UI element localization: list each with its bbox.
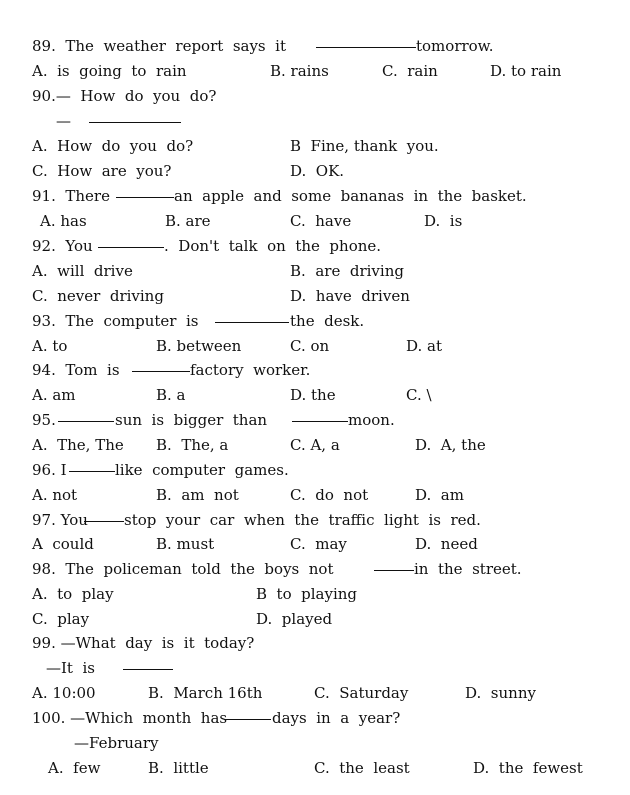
answer-blank[interactable] <box>132 354 190 379</box>
option-a[interactable]: A. 10:00 <box>32 684 96 702</box>
option-d[interactable]: D. A, the <box>415 436 486 454</box>
stem-text: 95. <box>32 411 56 429</box>
option-d[interactable]: D. played <box>256 610 333 628</box>
answer-blank[interactable] <box>89 105 181 130</box>
answer-blank[interactable] <box>116 180 174 205</box>
option-d[interactable]: D. at <box>406 337 442 355</box>
option-c[interactable]: C. A, a <box>290 436 340 454</box>
option-d[interactable]: D. sunny <box>465 684 536 702</box>
answer-blank[interactable] <box>69 454 115 479</box>
option-c[interactable]: C. play <box>32 610 90 628</box>
option-d[interactable]: D. need <box>415 535 478 553</box>
stem-text: 92. You <box>32 237 93 255</box>
option-c[interactable]: C. How are you? <box>32 162 172 180</box>
option-d[interactable]: D. am <box>415 486 464 504</box>
option-d[interactable]: D. the fewest <box>473 759 583 777</box>
option-a[interactable]: A. to <box>32 337 68 355</box>
stem-text: 89. The weather report says it <box>32 37 286 55</box>
stem-text: 93. The computer is <box>32 312 199 330</box>
option-c[interactable]: C. the least <box>314 759 410 777</box>
stem-text: 98. The policeman told the boys not <box>32 560 334 578</box>
option-c[interactable]: C. rain <box>382 62 438 80</box>
option-b[interactable]: B. little <box>148 759 209 777</box>
option-d[interactable]: D. OK. <box>290 162 345 180</box>
option-b[interactable]: B. rains <box>270 62 329 80</box>
option-d[interactable]: D. is <box>424 212 463 230</box>
option-a[interactable]: A. few <box>48 759 101 777</box>
option-b[interactable]: B. between <box>156 337 242 355</box>
option-a[interactable]: A. How do you do? <box>32 137 194 155</box>
option-d[interactable]: D. have driven <box>290 287 410 305</box>
option-a[interactable]: A could <box>32 535 94 553</box>
option-c[interactable]: C. Saturday <box>314 684 409 702</box>
option-c[interactable]: C. \ <box>406 386 432 404</box>
option-b[interactable]: B. The, a <box>156 436 229 454</box>
reply-text: —February <box>74 734 159 752</box>
stem-text: moon. <box>348 411 395 429</box>
stem-text: 94. Tom is <box>32 361 120 379</box>
reply-text: —It is <box>46 659 95 677</box>
answer-blank[interactable] <box>316 30 416 48</box>
reply-text: — <box>56 112 81 130</box>
option-a[interactable]: A. is going to rain <box>32 62 187 80</box>
answer-blank[interactable] <box>58 404 114 429</box>
option-a[interactable]: A. will drive <box>32 262 133 280</box>
stem-text: factory worker. <box>190 361 311 379</box>
option-c[interactable]: C. do not <box>290 486 369 504</box>
stem-text: an apple and some bananas in the basket. <box>174 187 527 205</box>
answer-blank[interactable] <box>225 702 271 727</box>
option-c[interactable]: C. have <box>290 212 352 230</box>
stem-text: . Don't talk on the phone. <box>164 237 382 255</box>
option-b[interactable]: B. are driving <box>290 262 404 280</box>
stem-text: 90.— How do you do? <box>32 87 217 105</box>
stem-text: like computer games. <box>115 461 289 479</box>
answer-blank[interactable] <box>374 553 414 578</box>
answer-blank[interactable] <box>98 230 164 255</box>
option-b[interactable]: B. March 16th <box>148 684 263 702</box>
option-c[interactable]: C. never driving <box>32 287 164 305</box>
option-b[interactable]: B. a <box>156 386 186 404</box>
stem-text: tomorrow. <box>416 37 494 55</box>
stem-text: sun is bigger than <box>115 411 268 429</box>
option-c[interactable]: C. may <box>290 535 347 553</box>
stem-text: 96. I <box>32 461 67 479</box>
option-a[interactable]: A. to play <box>32 585 114 603</box>
option-d[interactable]: D. to rain <box>490 62 562 80</box>
option-c[interactable]: C. on <box>290 337 330 355</box>
stem-text: the desk. <box>290 312 365 330</box>
answer-blank[interactable] <box>215 305 289 330</box>
stem-text: 99. —What day is it today? <box>32 634 255 652</box>
option-a[interactable]: A. am <box>32 386 76 404</box>
option-a[interactable]: A. The, The <box>32 436 124 454</box>
option-b[interactable]: B. am not <box>156 486 239 504</box>
option-a[interactable]: A. has <box>40 212 87 230</box>
stem-text: in the street. <box>414 560 522 578</box>
option-b[interactable]: B. must <box>156 535 215 553</box>
option-d[interactable]: D. the <box>290 386 336 404</box>
answer-blank[interactable] <box>292 404 348 429</box>
answer-blank[interactable] <box>84 504 124 529</box>
answer-blank[interactable] <box>123 652 173 677</box>
option-b[interactable]: B. are <box>165 212 211 230</box>
option-a[interactable]: A. not <box>32 486 78 504</box>
stem-text: 91. There <box>32 187 110 205</box>
option-b[interactable]: B to playing <box>256 585 358 603</box>
stem-text: 100. —Which month has <box>32 709 228 727</box>
option-b[interactable]: B Fine, thank you. <box>290 137 439 155</box>
stem-text: 97. You <box>32 511 88 529</box>
stem-text: stop your car when the traffic light is red. <box>124 511 481 529</box>
stem-text: days in a year? <box>272 709 401 727</box>
